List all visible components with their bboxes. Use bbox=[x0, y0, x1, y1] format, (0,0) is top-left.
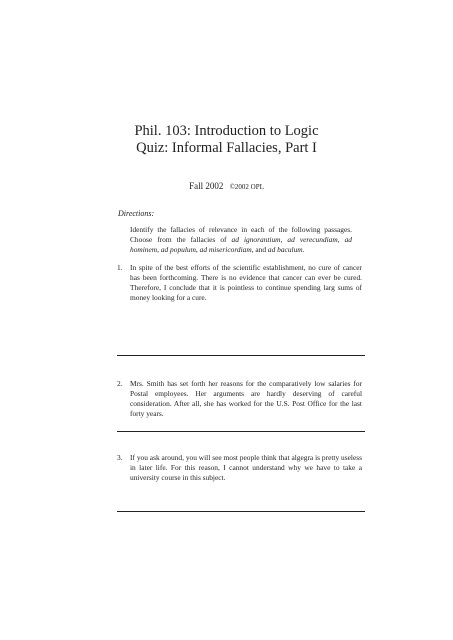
question-text: Mrs. Smith has set forth her reasons for the comparatively low salaries for Postal employees. Her arguments are hardly deserving of careful consideration. After all, she has worked for the U.S. Post Office for the last forty years. bbox=[130, 379, 362, 418]
question-3 bbox=[117, 453, 362, 483]
fallacy-ad-populum: ad populum bbox=[160, 245, 196, 254]
page-title-line-2: Quiz: Informal Fallacies, Part I bbox=[136, 140, 317, 156]
directions-text bbox=[130, 225, 352, 255]
separator: . bbox=[302, 245, 305, 254]
fallacy-ad-baculum: ad baculum bbox=[267, 245, 303, 254]
separator: , bbox=[157, 245, 161, 254]
separator: , and bbox=[251, 245, 268, 254]
answer-line-3[interactable] bbox=[117, 511, 365, 512]
directions-heading: Directions: bbox=[118, 209, 155, 218]
separator: , bbox=[195, 245, 200, 254]
separator: , bbox=[337, 235, 345, 244]
fallacy-ad-misericordiam: ad misericordiam bbox=[199, 245, 252, 254]
fallacy-ad-ignorantium: ad ignorantium bbox=[231, 235, 281, 244]
question-number: 3. bbox=[117, 453, 123, 462]
fallacy-ad-verecundiam: ad verecundiam bbox=[287, 235, 338, 244]
copyright: ©2002 OPL bbox=[229, 183, 264, 191]
question-number: 1. bbox=[117, 263, 123, 272]
directions-intro: Identify the fallacies of relevance in each of the following passages. Choose from the fallacies of bbox=[130, 225, 352, 244]
separator: , bbox=[280, 235, 288, 244]
question-text: In spite of the best efforts of the scientific establishment, no cure of cancer has been forthcoming. There is no evidence that cancer can ever be cured. Therefore, I conclude that it is pointless to continue spending larg sums of money looking for a cure. bbox=[130, 263, 362, 302]
question-2 bbox=[117, 379, 362, 419]
question-text: If you ask around, you will see most people think that algegra is pretty useless in later life. For this reason, I cannot understand why we have to take a university course in this subject. bbox=[130, 453, 362, 482]
answer-line-1[interactable] bbox=[117, 355, 365, 356]
question-number: 2. bbox=[117, 379, 123, 388]
page-title-line-1: Phil. 103: Introduction to Logic bbox=[134, 123, 319, 139]
term-line bbox=[0, 181, 453, 191]
term: Fall 2002 bbox=[189, 181, 224, 191]
answer-line-2[interactable] bbox=[117, 431, 365, 432]
fallacy-ad-hominem: ad hominem bbox=[130, 235, 352, 254]
question-1 bbox=[117, 263, 362, 303]
